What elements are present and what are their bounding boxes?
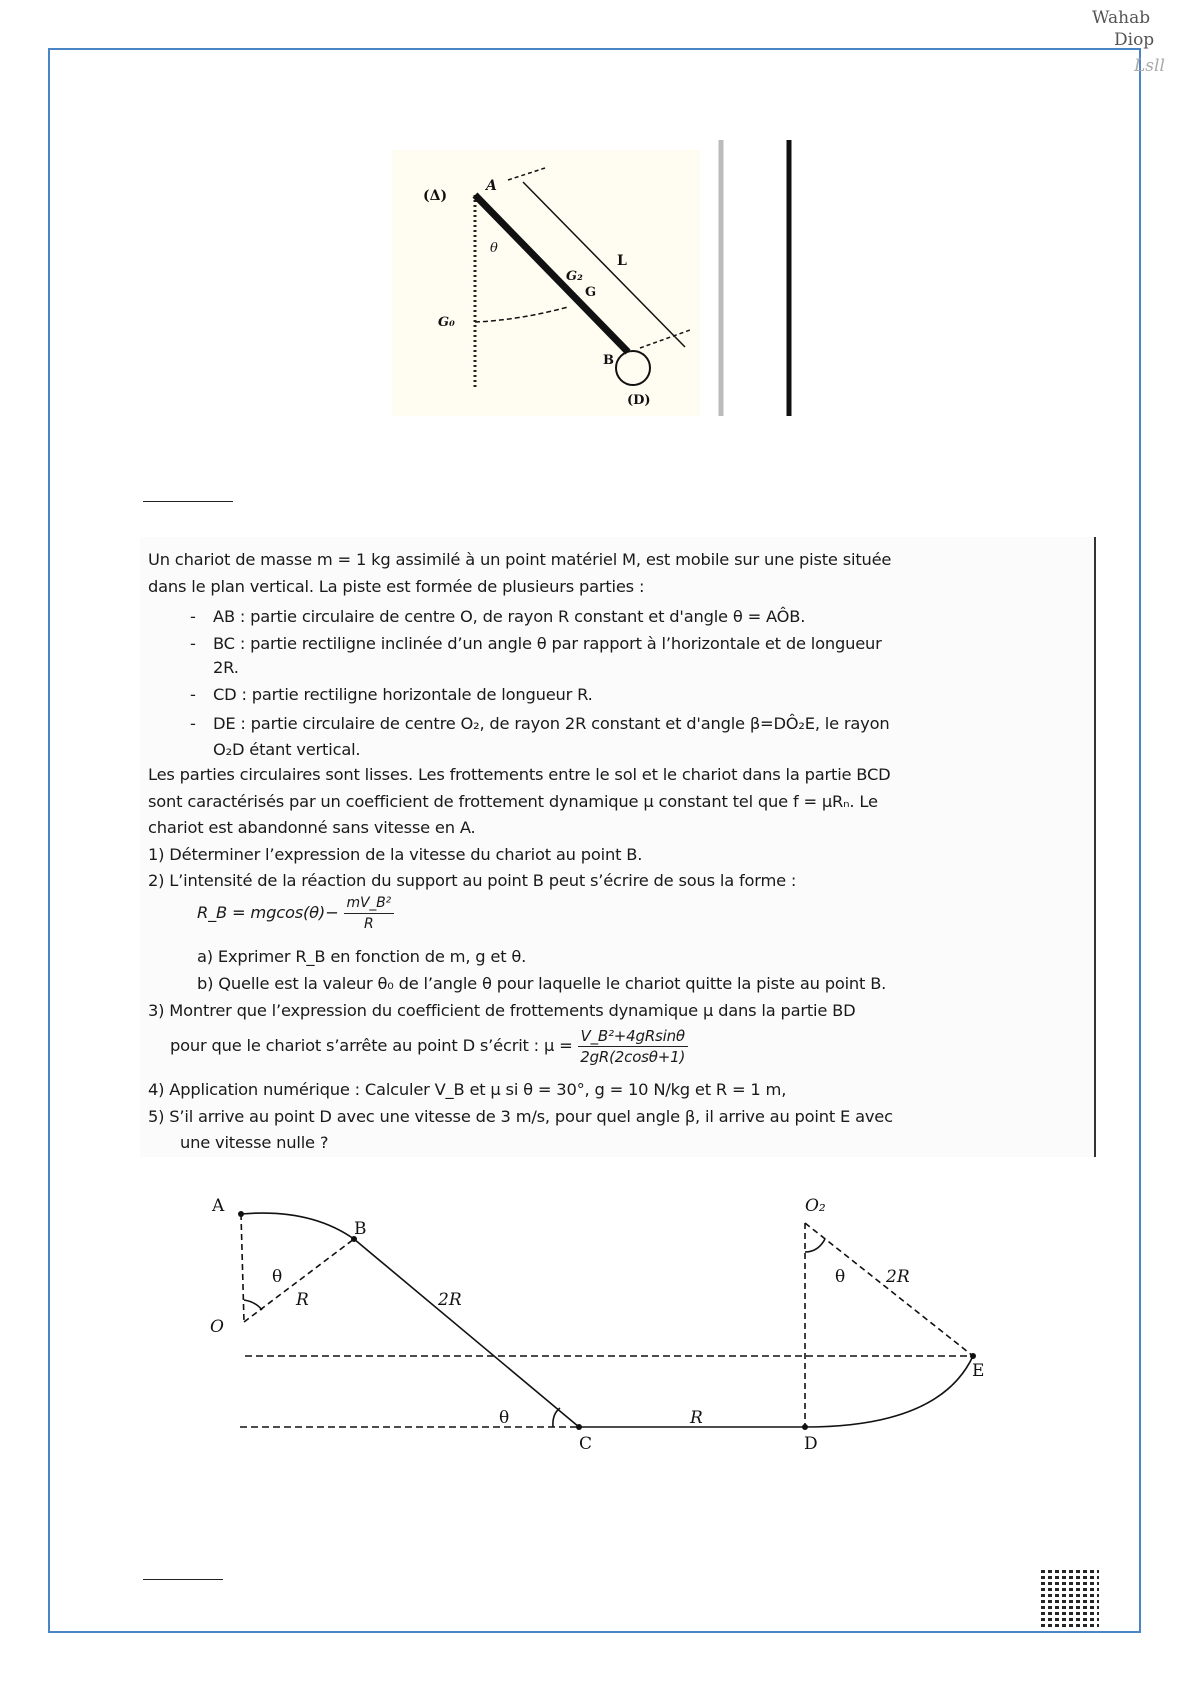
label-a: A: [486, 178, 497, 194]
arc-de: [805, 1356, 973, 1427]
text-line: dans le plan vertical. La piste est formée de plusieurs parties :: [148, 577, 645, 596]
bullet-bc-cont: 2R.: [213, 658, 239, 677]
logo-line1: Wahab: [1092, 8, 1151, 28]
question-2a: a) Exprimer R_B en fonction de m, g et θ.: [197, 947, 527, 966]
question-5: 5) S’il arrive au point D avec une vitesse de 3 m/s, pour quel angle β, il arrive au point E avec: [148, 1107, 893, 1126]
label-a: A: [212, 1196, 225, 1216]
label-o: O: [210, 1317, 224, 1337]
question-2b: b) Quelle est la valeur θ₀ de l’angle θ pour laquelle le chariot quitte la piste au point B.: [197, 974, 887, 993]
text-line: sont caractérisés par un coefficient de frottement dynamique μ constant tel que f = μRₙ. Le: [148, 792, 878, 811]
bullet: -: [190, 607, 196, 626]
logo-line2: Diop: [1114, 30, 1155, 50]
label-e: E: [972, 1361, 985, 1381]
label-c: C: [579, 1434, 593, 1454]
label-d: (D): [627, 393, 651, 408]
point-a: [238, 1211, 244, 1217]
text-line: Les parties circulaires sont lisses. Les frottements entre le sol et le chariot dans la partie BCD: [148, 765, 891, 784]
bullet-de: DE : partie circulaire de centre O₂, de rayon 2R constant et d'angle β=DÔ₂E, le rayon: [213, 714, 890, 733]
point-e: [970, 1353, 976, 1359]
angle-arc-o: [244, 1300, 262, 1310]
formula-rb-lhs: R_B = mgcos(θ)−: [197, 903, 339, 922]
formula-rb-numerator: mV_B²: [344, 893, 394, 914]
label-b: B: [603, 353, 614, 368]
label-theta-3: θ: [835, 1267, 846, 1287]
pendulum-figure: [392, 140, 789, 416]
label-r-1: R: [296, 1290, 309, 1310]
separator-line-2: [143, 1579, 223, 1580]
question-3: 3) Montrer que l’expression du coefficient de frottements dynamique μ dans la partie BD: [148, 1001, 856, 1020]
separator-line-1: [143, 501, 233, 502]
bullet-ab: AB : partie circulaire de centre O, de rayon R constant et d'angle θ = AÔB.: [213, 607, 806, 626]
label-2r-1: 2R: [438, 1290, 462, 1310]
label-delta: (Δ): [423, 188, 448, 204]
question-5-cont: une vitesse nulle ?: [180, 1133, 329, 1152]
formula-rb-denominator: R: [363, 916, 374, 932]
radius-oa: [241, 1214, 244, 1322]
label-theta-2: θ: [499, 1408, 510, 1428]
label-theta: θ: [490, 241, 498, 256]
label-o2: O₂: [805, 1196, 826, 1216]
label-g: G: [585, 285, 597, 300]
formula-mu-fraction: [578, 1026, 688, 1067]
bullet: -: [190, 634, 196, 653]
point-c: [576, 1424, 582, 1430]
label-b: B: [354, 1219, 367, 1239]
incline-bc: [354, 1239, 579, 1427]
angle-arc-o2: [805, 1239, 825, 1252]
formula-rb: [197, 893, 394, 934]
label-g0: G₀: [438, 315, 455, 330]
bullet-de-cont: O₂D étant vertical.: [213, 740, 361, 759]
label-l: L: [617, 253, 627, 269]
bullet: -: [190, 685, 196, 704]
question-3-formula: [170, 1026, 688, 1067]
qr-code: [1041, 1569, 1099, 1627]
question-2: 2) L’intensité de la réaction du support au point B peut s’écrire de sous la forme :: [148, 871, 797, 890]
logo-line3: Lsll: [1134, 56, 1165, 76]
text-line: Un chariot de masse m = 1 kg assimilé à un point matériel M, est mobile sur une piste située: [148, 550, 892, 569]
formula-mu-numerator: V_B²+4gRsinθ: [578, 1026, 688, 1047]
arc-ab: [241, 1213, 354, 1239]
bullet-bc: BC : partie rectiligne inclinée d’un angle θ par rapport à l’horizontale et de longueur: [213, 634, 882, 653]
track-labels: [210, 1196, 984, 1454]
formula-rb-fraction: [344, 893, 394, 934]
point-d: [802, 1424, 808, 1430]
formula-mu-denominator: 2gR(2cosθ+1): [580, 1048, 686, 1066]
question-1: 1) Déterminer l’expression de la vitesse du chariot au point B.: [148, 845, 643, 864]
track-figure: [238, 1211, 976, 1430]
text-line: chariot est abandonné sans vitesse en A.: [148, 818, 476, 837]
label-2r-2: 2R: [886, 1267, 910, 1287]
question-4: 4) Application numérique : Calculer V_B et μ si θ = 30°, g = 10 N/kg et R = 1 m,: [148, 1080, 787, 1099]
label-r-2: R: [690, 1408, 703, 1428]
bullet: -: [190, 714, 196, 733]
label-theta-1: θ: [272, 1267, 283, 1287]
bullet-cd: CD : partie rectiligne horizontale de longueur R.: [213, 685, 593, 704]
label-d: D: [804, 1434, 818, 1454]
question-3-text: pour que le chariot s’arrête au point D s’écrit : μ =: [170, 1036, 573, 1055]
label-g2: G₂: [566, 269, 583, 284]
radius-o2e: [805, 1223, 973, 1356]
